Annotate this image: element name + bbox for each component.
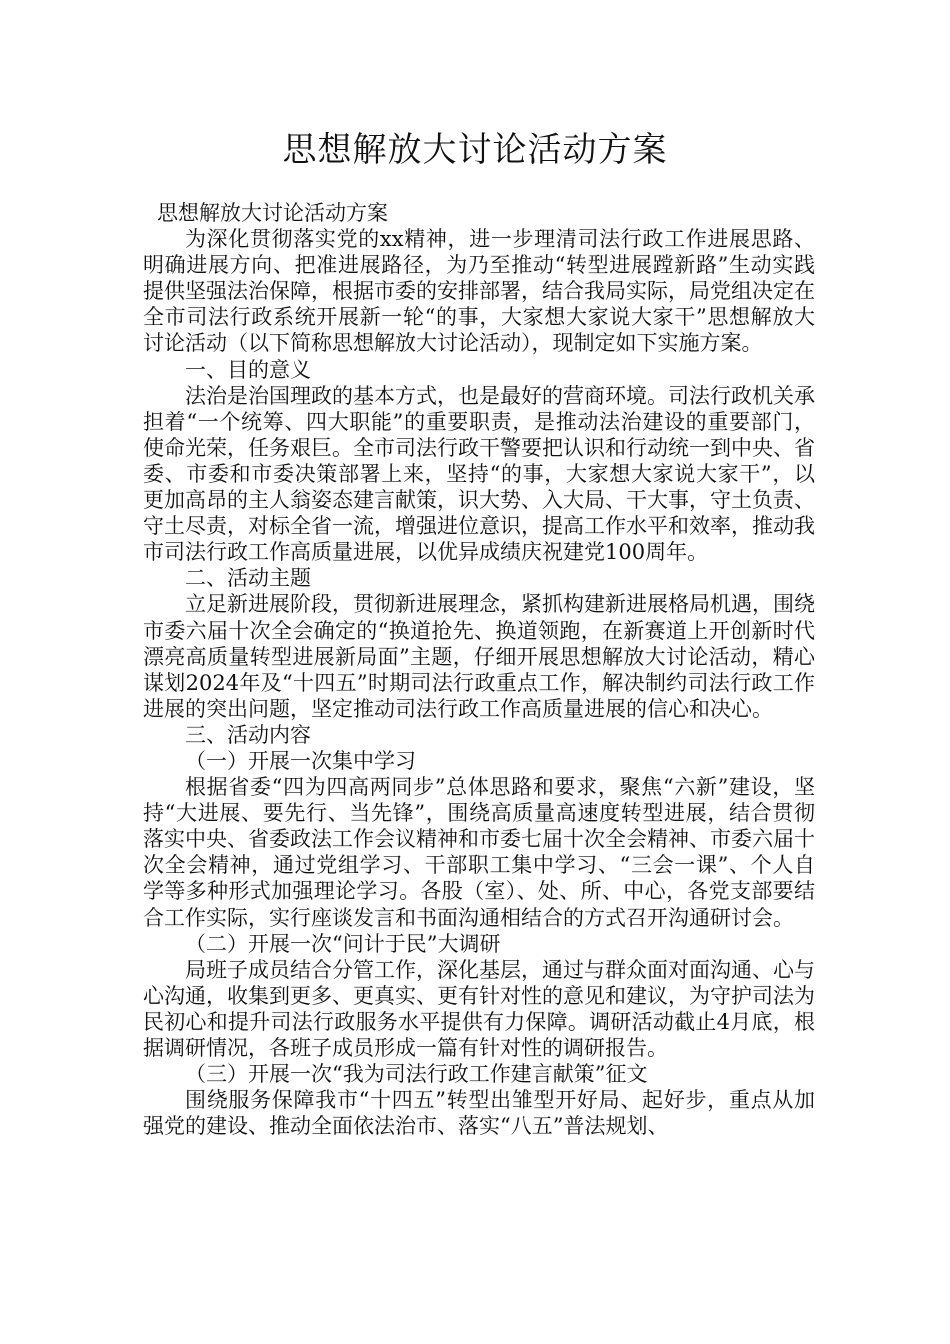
paragraph-intro: 为深化贯彻落实党的xx精神，进一步理清司法行政工作进展思路、明确进展方向、把准进展路径，为乃至推动“转型进展蹚新路”生动实践提供坚强法治保障，根据市委的安排部署，结合我局实际，局党组决定在全市司法行政系统开展新一轮“的事，大家想大家说大家干”思想解放大讨论活动（以下简称思想解放大讨论活动），现制定如下实施方案。 — [143, 227, 815, 356]
subsection-heading-study: （一）开展一次集中学习 — [185, 748, 416, 773]
document-subtitle: 思想解放大讨论活动方案 — [157, 201, 388, 225]
paragraph-survey: 局班子成员结合分管工作，深化基层，通过与群众面对面沟通、心与心沟通，收集到更多、更真实、更有针对性的意见和建议，为守护司法为民初心和提升司法行政服务水平提供有力保障。调研活动截止4月底，根据调研情况，各班子成员形成一篇有针对性的调研报告。 — [143, 957, 815, 1060]
section-heading-content: 三、活动内容 — [185, 722, 311, 747]
paragraph-theme: 立足新进展阶段，贯彻新进展理念，紧抓构建新进展格局机遇，围绕市委六届十次全会确定的“换道抢先、换道领跑，在新赛道上开创新时代漂亮高质量转型进展新局面”主题，仔细开展思想解放大讨论活动，精心谋划2024年及“十四五”时期司法行政重点工作，解决制约司法行政工作进展的突出问题，坚定推动司法行政工作高质量进展的信心和决心。 — [143, 592, 815, 721]
paragraph-essay: 围绕服务保障我市“十四五”转型出雏型开好局、起好步，重点从加强党的建设、推动全面依法治市、落实“八五”普法规划、 — [143, 1088, 815, 1139]
subsection-heading-essay: （三）开展一次“我为司法行政工作建言献策”征文 — [185, 1062, 648, 1087]
document-title: 思想解放大讨论活动方案 — [282, 130, 668, 170]
paragraph-purpose: 法治是治国理政的基本方式，也是最好的营商环境。司法行政机关承担着“一个统筹、四大职能”的重要职责，是推动法治建设的重要部门，使命光荣，任务艰巨。全市司法行政干警要把认识和行动统一到中央、省委、市委和市委决策部署上来，坚持“的事，大家想大家说大家干”，以更加高昂的主人翁姿态建言献策，识大势、入大局、干大事，守土负责、守土尽责，对标全省一流，增强进位意识，提高工作水平和效率，推动我市司法行政工作高质量进展，以优异成绩庆祝建党100周年。 — [143, 383, 815, 565]
section-heading-theme: 二、活动主题 — [185, 566, 311, 591]
section-heading-purpose: 一、目的意义 — [185, 357, 311, 382]
document-body — [143, 200, 815, 1139]
subsection-heading-survey: （二）开展一次“问计于民”大调研 — [185, 931, 501, 956]
paragraph-study: 根据省委“四为四高两同步”总体思路和要求，聚焦“六新”建设，坚持“大进展、要先行、当先锋”，围绕高质量高速度转型进展，结合贯彻落实中央、省委政法工作会议精神和市委七届十次全会精神、市委六届十次全会精神，通过党组学习、干部职工集中学习、“三会一课”、个人自学等多种形式加强理论学习。各股（室）、处、所、中心，各党支部要结合工作实际，实行座谈发言和书面沟通相结合的方式召开沟通研讨会。 — [143, 775, 815, 930]
